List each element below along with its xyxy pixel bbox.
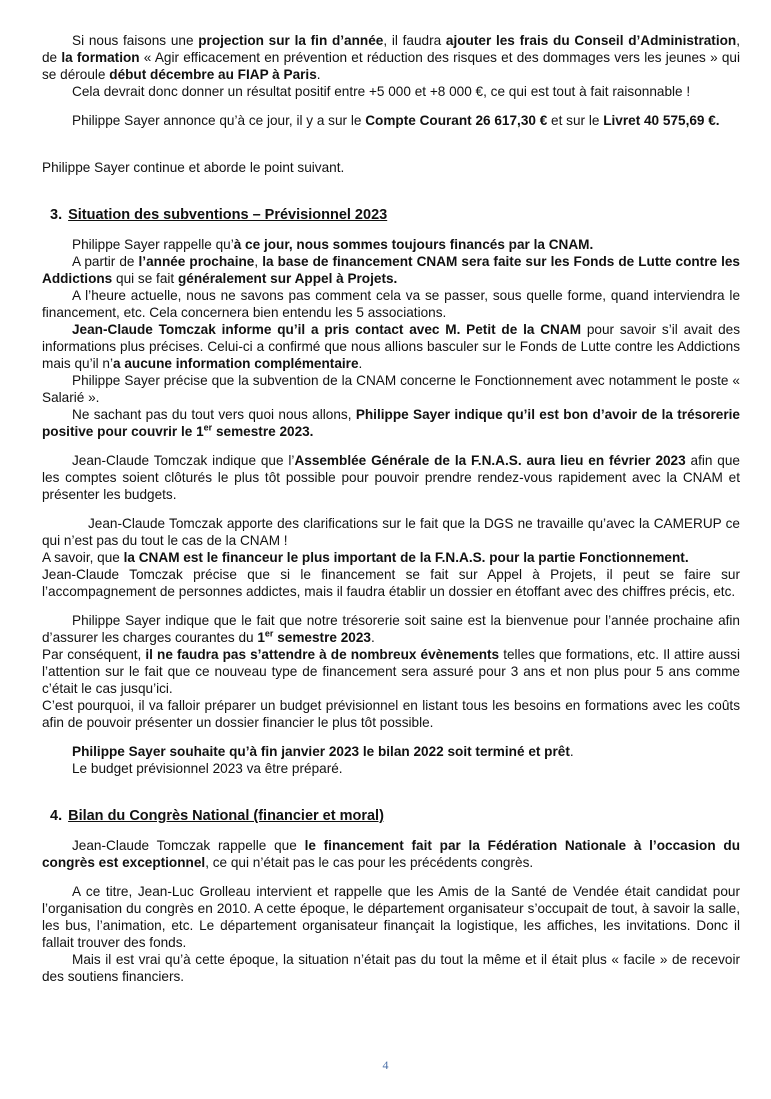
page-number: 4 (382, 1058, 389, 1072)
paragraph: Si nous faisons une projection sur la fin d’année, il faudra ajouter les frais du Conseil d’Administration, de la formation « Agir efficacement en prévention et réduction des risques et des dommages vers les jeunes » qui se déroule début décembre au FIAP à Paris. (42, 33, 740, 82)
paragraph: Philippe Sayer souhaite qu’à fin janvier 2023 le bilan 2022 soit terminé et prêt. (72, 744, 574, 759)
paragraph: A l’heure actuelle, nous ne savons pas comment cela va se passer, sous quelle forme, quand interviendra le financement, etc. Cela concernera bien entendu les 5 associations. (42, 288, 740, 320)
paragraph: Jean-Claude Tomczak apporte des clarifications sur le fait que la DGS ne travaille qu’avec la CAMERUP ce qui n’est pas du tout le cas de la CNAM ! (42, 516, 740, 548)
paragraph: Cela devrait donc donner un résultat positif entre +5 000 et +8 000 €, ce qui est tout à fait raisonnable ! (72, 84, 691, 99)
paragraph: Philippe Sayer annonce qu’à ce jour, il y a sur le Compte Courant 26 617,30 € et sur le Livret 40 575,69 €. (72, 113, 720, 128)
paragraph: Philippe Sayer indique que le fait que notre trésorerie soit saine est la bienvenue pour l’année prochaine afin d’assurer les charges courantes du 1er semestre 2023. (42, 613, 740, 645)
paragraph: Philippe Sayer rappelle qu’à ce jour, nous sommes toujours financés par la CNAM. (72, 237, 594, 252)
paragraph: A savoir, que la CNAM est le financeur le plus important de la F.N.A.S. pour la partie Fonctionnement. (42, 550, 689, 565)
paragraph: Jean-Claude Tomczak indique que l’Assemblée Générale de la F.N.A.S. aura lieu en février 2023 afin que les comptes soient clôturés le plus tôt possible pour pouvoir prendre rendez-vous rapidement avec la CNAM et présenter les budgets. (42, 453, 740, 502)
section-heading-3: 3. Situation des subventions – Prévisionnel 2023 (50, 207, 388, 223)
document-body (42, 32, 740, 985)
paragraph: Jean-Claude Tomczak précise que si le financement se fait sur Appel à Projets, il peut se faire sur l’accompagnement de personnes addictes, mais il faudra établir un dossier en étoffant avec des chiffres précis, etc. (42, 567, 740, 599)
section-heading-4: 4. Bilan du Congrès National (financier et moral) (50, 808, 384, 824)
paragraph: Jean-Claude Tomczak informe qu’il a pris contact avec M. Petit de la CNAM pour savoir s’il avait des informations plus précises. Celui-ci a confirmé que nous allions basculer sur le Fonds de Lutte contre les Addictions mais qu’il n’a aucune information complémentaire. (42, 322, 741, 371)
paragraph: Jean-Claude Tomczak rappelle que le financement fait par la Fédération Nationale à l’occasion du congrès est exceptionnel, ce qui n’était pas le cas pour les précédents congrès. (42, 838, 741, 870)
paragraph: Philippe Sayer continue et aborde le point suivant. (42, 160, 345, 175)
paragraph: A ce titre, Jean-Luc Grolleau intervient et rappelle que les Amis de la Santé de Vendée était candidat pour l’organisation du congrès en 2010. A cette époque, le département organisateur s’occupait de tout, à savoir la salle, les bus, l’animation, etc. Le département organisateur finançait la logistique, les affiches, les invitations. Donc il fallait trouver des fonds. (42, 884, 740, 950)
paragraph: Philippe Sayer précise que la subvention de la CNAM concerne le Fonctionnement avec notamment le poste « Salarié ». (42, 373, 740, 405)
paragraph: Par conséquent, il ne faudra pas s’attendre à de nombreux évènements telles que formations, etc. Il attire aussi l’attention sur le fait que ce nouveau type de financement sera assuré pour 3 ans et non plus pour 5 ans comme c’était le cas jusqu’ici. (42, 647, 740, 696)
paragraph: Mais il est vrai qu’à cette époque, la situation n’était pas du tout la même et il était plus « facile » de recevoir des soutiens financiers. (42, 952, 740, 984)
paragraph: A partir de l’année prochaine, la base de financement CNAM sera faite sur les Fonds de Lutte contre les Addictions qui se fait généralement sur Appel à Projets. (42, 254, 740, 286)
paragraph: C’est pourquoi, il va falloir préparer un budget prévisionnel en listant tous les besoins en formations avec les coûts afin de pouvoir présenter un dossier financier le plus tôt possible. (42, 698, 740, 730)
paragraph: Ne sachant pas du tout vers quoi nous allons, Philippe Sayer indique qu’il est bon d’avoir de la trésorerie positive pour couvrir le 1er semestre 2023. (42, 407, 740, 439)
paragraph: Le budget prévisionnel 2023 va être préparé. (72, 761, 343, 776)
